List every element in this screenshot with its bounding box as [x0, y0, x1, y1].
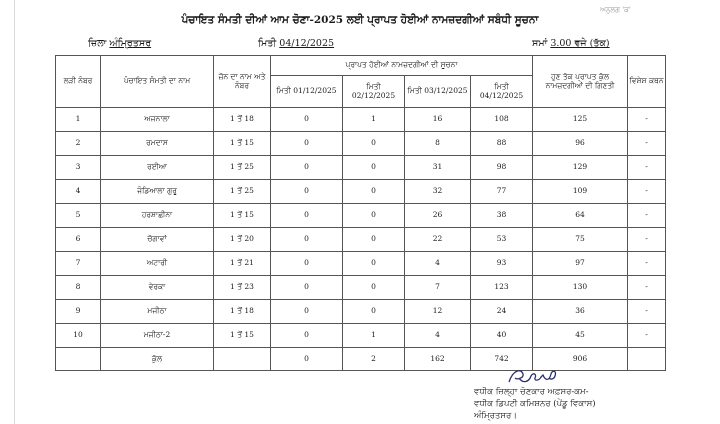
table-row	[56, 300, 666, 324]
time-label: ਸਮਾਂ	[532, 38, 548, 49]
cell-total: 96	[533, 132, 628, 156]
cell-date-1: 0	[271, 204, 343, 228]
cell-date-1: 0	[271, 252, 343, 276]
cell-date-3: 31	[405, 156, 471, 180]
cell-date-1: 0	[271, 132, 343, 156]
cell-total: 129	[533, 156, 628, 180]
cell-serial: 1	[56, 108, 101, 132]
cell-remark: -	[628, 132, 666, 156]
date-value: 04/12/2025	[279, 38, 335, 49]
cell-date-2: 0	[343, 132, 405, 156]
signature-line-1: ਵਧੀਕ ਜ਼ਿਲ੍ਹਾ ਚੋਣਕਾਰ ਅਫ਼ਸਰ-ਕਮ-	[474, 387, 589, 397]
cell-date-4: 38	[471, 204, 533, 228]
totals-date-1: 0	[271, 348, 343, 371]
cell-date-3: 4	[405, 252, 471, 276]
cell-total: 64	[533, 204, 628, 228]
cell-samiti-name: ਅਟਾਰੀ	[101, 252, 214, 276]
corner-annexure-text: ਅਨੁਲਗ 'ਕ'	[600, 6, 631, 14]
cell-samiti-name: ਅਜਨਾਲਾ	[101, 108, 214, 132]
totals-date-4: 742	[471, 348, 533, 371]
cell-date-2: 0	[343, 156, 405, 180]
cell-date-3: 22	[405, 228, 471, 252]
cell-date-4: 88	[471, 132, 533, 156]
signature-line-2: ਵਧੀਕ ਡਿਪਟੀ ਕਮਿਸ਼ਨਰ (ਪੇਂਡੂ ਵਿਕਾਸ)	[474, 399, 596, 409]
cell-samiti-name: ਵੇਰਕਾ	[101, 276, 214, 300]
totals-label: ਕੁੱਲ	[101, 348, 214, 371]
cell-date-1: 0	[271, 156, 343, 180]
cell-serial: 7	[56, 252, 101, 276]
time-value: 3.00 ਵਜੇ (ਤੱਕ)	[550, 38, 610, 49]
totals-date-2: 2	[343, 348, 405, 371]
header-zone: ਜ਼ੋਨ ਦਾ ਨਾਮ ਅਤੇ ਨੰਬਰ	[214, 56, 271, 108]
cell-remark: -	[628, 204, 666, 228]
totals-date-3: 162	[405, 348, 471, 371]
cell-date-2: 0	[343, 180, 405, 204]
cell-samiti-name: ਹਰਸ਼ਾਛੀਨਾ	[101, 204, 214, 228]
nominations-table	[55, 55, 666, 371]
district-label: ਜ਼ਿਲਾ	[88, 38, 107, 49]
time-line	[532, 38, 610, 49]
cell-serial: 2	[56, 132, 101, 156]
district-value: ਅੰਮ੍ਰਿਤਸਰ	[109, 38, 152, 49]
cell-date-1: 0	[271, 276, 343, 300]
cell-samiti-name: ਰਮਦਾਸ	[101, 132, 214, 156]
cell-date-4: 93	[471, 252, 533, 276]
cell-date-2: 0	[343, 204, 405, 228]
cell-date-3: 32	[405, 180, 471, 204]
cell-date-4: 108	[471, 108, 533, 132]
cell-date-1: 0	[271, 300, 343, 324]
header-samiti-name: ਪੰਚਾਇਤ ਸੰਮਤੀ ਦਾ ਨਾਮ	[101, 56, 214, 108]
cell-total: 125	[533, 108, 628, 132]
cell-remark: -	[628, 228, 666, 252]
signature-block	[474, 386, 596, 422]
header-remarks: ਵਿਸ਼ੇਸ਼ ਕਥਨ	[628, 56, 666, 108]
table-row	[56, 132, 666, 156]
cell-remark: -	[628, 108, 666, 132]
signature-line-3: ਅੰਮ੍ਰਿਤਸਰ।	[474, 411, 518, 421]
cell-serial: 4	[56, 180, 101, 204]
cell-total: 109	[533, 180, 628, 204]
cell-serial: 8	[56, 276, 101, 300]
cell-zone: 1 ਤੋਂ 23	[214, 276, 271, 300]
cell-total: 45	[533, 324, 628, 348]
cell-zone: 1 ਤੋਂ 25	[214, 156, 271, 180]
document-title: ਪੰਚਾਇਤ ਸੰਮਤੀ ਦੀਆਂ ਆਮ ਚੋਣਾ-2025 ਲਈ ਪ੍ਰਾਪਤ ਹੋਈਆਂ ਨਾਮਜ਼ਦਗੀਆਂ ਸਬੰਧੀ ਸੂਚਨਾ	[181, 14, 539, 26]
cell-samiti-name: ਚੋਗਾਵਾਂ	[101, 228, 214, 252]
cell-total: 75	[533, 228, 628, 252]
cell-total: 97	[533, 252, 628, 276]
cell-date-2: 0	[343, 228, 405, 252]
cell-date-1: 0	[271, 228, 343, 252]
cell-date-1: 0	[271, 108, 343, 132]
cell-remark: -	[628, 180, 666, 204]
cell-serial: 10	[56, 324, 101, 348]
cell-remark: -	[628, 252, 666, 276]
cell-date-4: 77	[471, 180, 533, 204]
header-date-4: ਮਿਤੀ 04/12/2025	[471, 76, 533, 108]
cell-samiti-name: ਮਜੀਠਾ	[101, 300, 214, 324]
cell-samiti-name: ਰਈਆ	[101, 156, 214, 180]
cell-date-4: 53	[471, 228, 533, 252]
cell-date-2: 1	[343, 108, 405, 132]
cell-remark: -	[628, 300, 666, 324]
cell-total: 36	[533, 300, 628, 324]
cell-date-2: 0	[343, 276, 405, 300]
cell-date-3: 26	[405, 204, 471, 228]
cell-date-4: 98	[471, 156, 533, 180]
cell-date-4: 123	[471, 276, 533, 300]
cell-date-4: 40	[471, 324, 533, 348]
table-row	[56, 228, 666, 252]
table-row	[56, 156, 666, 180]
cell-date-4: 24	[471, 300, 533, 324]
header-date-2: ਮਿਤੀ 02/12/2025	[343, 76, 405, 108]
totals-empty-cell	[628, 348, 666, 371]
table-row	[56, 180, 666, 204]
cell-total: 130	[533, 276, 628, 300]
totals-empty-cell	[56, 348, 101, 371]
totals-total: 906	[533, 348, 628, 371]
cell-remark: -	[628, 324, 666, 348]
cell-serial: 9	[56, 300, 101, 324]
page-edge-line	[14, 0, 15, 424]
cell-date-1: 0	[271, 324, 343, 348]
header-nominations-group: ਪ੍ਰਾਪਤ ਹੋਈਆਂ ਨਾਮਜ਼ਦਗੀਆਂ ਦੀ ਸੂਚਨਾ	[271, 56, 533, 76]
cell-date-1: 0	[271, 180, 343, 204]
cell-zone: 1 ਤੋਂ 18	[214, 300, 271, 324]
table-row	[56, 108, 666, 132]
table-row	[56, 276, 666, 300]
date-line	[258, 38, 334, 49]
signature-mark	[505, 366, 565, 388]
cell-date-2: 0	[343, 252, 405, 276]
cell-samiti-name: ਜੰਡਿਆਲਾ ਗੁਰੂ	[101, 180, 214, 204]
header-date-3: ਮਿਤੀ 03/12/2025	[405, 76, 471, 108]
cell-date-3: 12	[405, 300, 471, 324]
cell-zone: 1 ਤੋਂ 21	[214, 252, 271, 276]
cell-zone: 1 ਤੋਂ 15	[214, 204, 271, 228]
cell-date-3: 16	[405, 108, 471, 132]
cell-zone: 1 ਤੋਂ 20	[214, 228, 271, 252]
table-row	[56, 204, 666, 228]
cell-remark: -	[628, 276, 666, 300]
table-row	[56, 252, 666, 276]
header-total: ਹੁਣ ਤੱਕ ਪ੍ਰਾਪਤ ਕੁੱਲ ਨਾਮਜ਼ਦਗੀਆਂ ਦੀ ਗਿਣਤੀ	[533, 56, 628, 108]
cell-zone: 1 ਤੋਂ 15	[214, 132, 271, 156]
cell-serial: 3	[56, 156, 101, 180]
cell-serial: 5	[56, 204, 101, 228]
cell-remark: -	[628, 156, 666, 180]
totals-row	[56, 348, 666, 371]
cell-date-3: 4	[405, 324, 471, 348]
cell-zone: 1 ਤੋਂ 18	[214, 108, 271, 132]
cell-date-3: 8	[405, 132, 471, 156]
date-label: ਮਿਤੀ	[258, 38, 277, 49]
cell-samiti-name: ਮਜੀਠਾ-2	[101, 324, 214, 348]
totals-empty-cell	[214, 348, 271, 371]
cell-serial: 6	[56, 228, 101, 252]
cell-date-3: 7	[405, 276, 471, 300]
header-date-1: ਮਿਤੀ 01/12/2025	[271, 76, 343, 108]
table-body	[56, 108, 666, 371]
district-line	[88, 38, 151, 49]
cell-date-2: 0	[343, 300, 405, 324]
table-row	[56, 324, 666, 348]
header-serial: ਲੜੀ ਨੰਬਰ	[56, 56, 101, 108]
cell-zone: 1 ਤੋਂ 25	[214, 180, 271, 204]
cell-zone: 1 ਤੋਂ 15	[214, 324, 271, 348]
cell-date-2: 1	[343, 324, 405, 348]
